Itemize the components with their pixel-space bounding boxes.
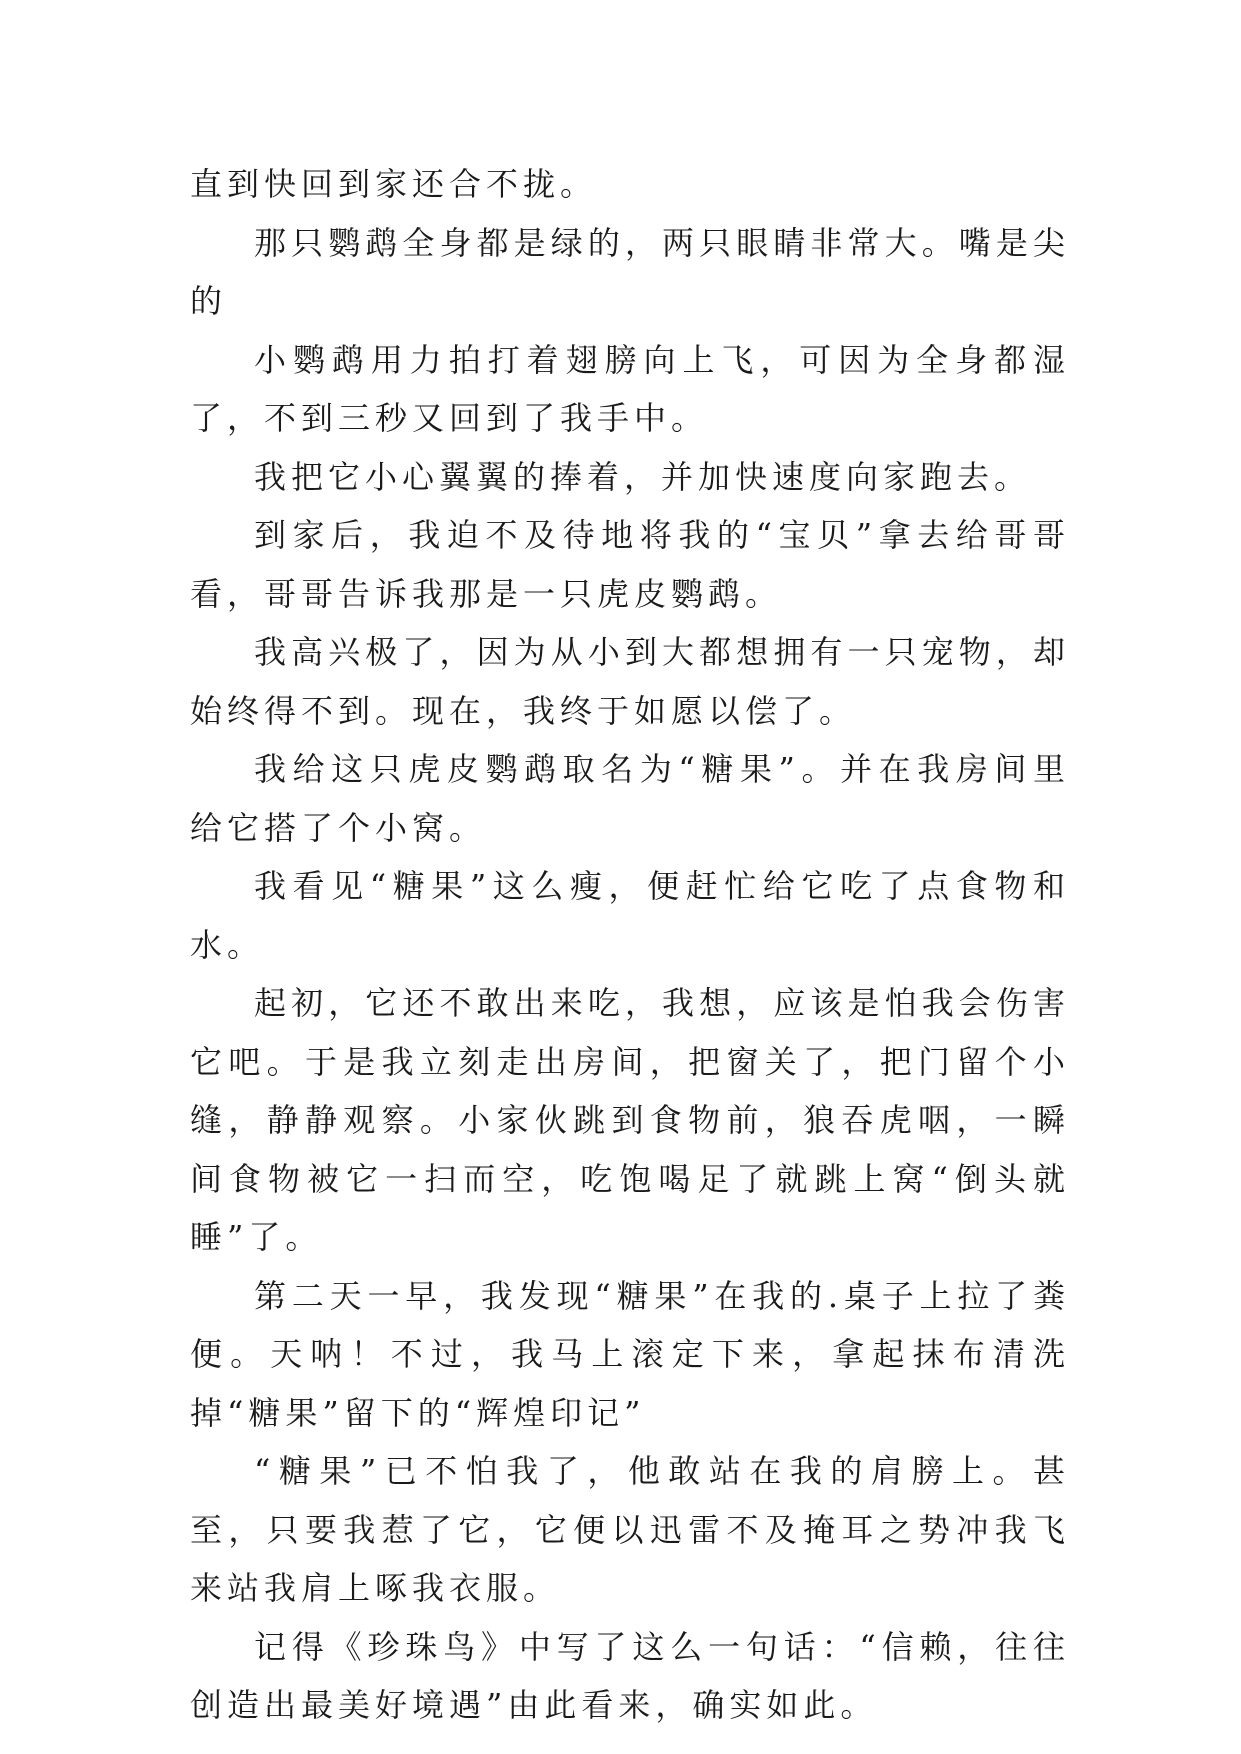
essay-body [190,155,1070,1735]
paragraph-6: 我高兴极了，因为从小到大都想拥有一只宠物，却始终得不到。现在，我终于如愿以偿了。 [190,633,1070,730]
paragraph-5: 到家后，我迫不及待地将我的“宝贝”拿去给哥哥看，哥哥告诉我那是一只虎皮鹦鹉。 [190,516,1070,613]
paragraph-1: 直到快回到家还合不拢。 [190,165,598,203]
paragraph-8: 我看见“糖果”这么瘦，便赶忙给它吃了点食物和水。 [190,867,1070,964]
paragraph-10: 第二天一早，我发现“糖果”在我的.桌子上拉了粪便。天呐！不过，我马上滚定下来，拿起抹布清洗掉“糖果”留下的“辉煌印记” [190,1276,1070,1432]
paragraph-2: 那只鹦鹉全身都是绿的，两只眼睛非常大。嘴是尖的 [190,223,1070,320]
paragraph-12: 记得《珍珠鸟》中写了这么一句话：“信赖，往往创造出最美好境遇”由此看来，确实如此。 [190,1627,1070,1724]
paragraph-3: 小鹦鹉用力拍打着翅膀向上飞，可因为全身都湿了，不到三秒又回到了我手中。 [190,340,1070,437]
paragraph-9: 起初，它还不敢出来吃，我想，应该是怕我会伤害它吧。于是我立刻走出房间，把窗关了，把门留个小缝，静静观察。小家伙跳到食物前，狼吞虎咽，一瞬间食物被它一扫而空，吃饱喝足了就跳上窝“倒头就睡”了。 [190,984,1070,1256]
paragraph-7: 我给这只虎皮鹦鹉取名为“糖果”。并在我房间里给它搭了个小窝。 [190,750,1070,847]
paragraph-11: “糖果”已不怕我了，他敢站在我的肩膀上。甚至，只要我惹了它，它便以迅雷不及掩耳之势冲我飞来站我肩上啄我衣服。 [190,1452,1070,1607]
paragraph-4: 我把它小心翼翼的捧着，并加快速度向家跑去。 [254,457,1032,496]
